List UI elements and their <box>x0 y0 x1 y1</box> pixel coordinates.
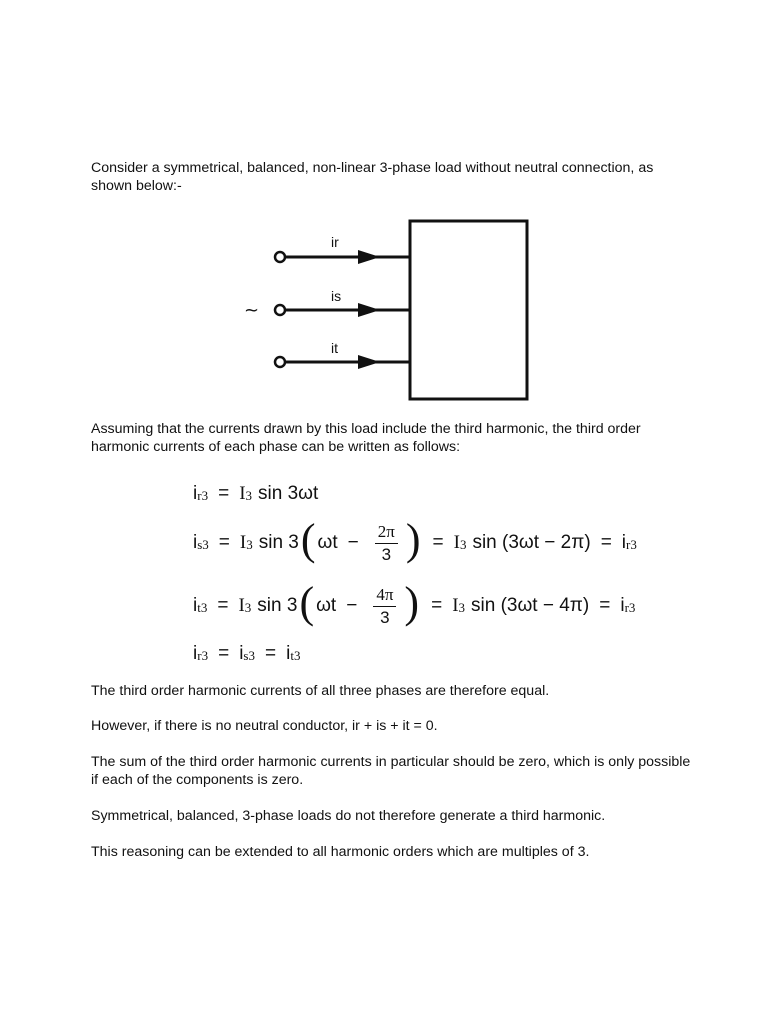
neutral-paragraph: However, if there is no neutral conductor, ir + is + it = 0. <box>91 718 438 734</box>
phase-s-line <box>244 288 410 321</box>
intro-paragraph: Consider a symmetrical, balanced, non-linear 3-phase load without neutral connection, as shown below:- <box>91 160 654 194</box>
equation-ir3: i $_{r3}$ = I $_3$ sin 3ωt <box>193 483 319 504</box>
assumption-paragraph: Assuming that the currents drawn by this load include the third harmonic, the third order harmonic currents of each phase can be written as follows: <box>91 421 641 455</box>
label-is: is <box>331 288 342 304</box>
equal-paragraph: The third order harmonic currents of all three phases are therefore equal. <box>91 683 550 699</box>
terminal-s <box>275 305 285 315</box>
fraction-2pi-over-3: $\frac{2\pi}{3}$ <box>375 523 398 564</box>
phase-t-line <box>275 340 410 369</box>
three-phase-load-diagram <box>230 210 540 410</box>
ac-source-icon: ~ <box>244 300 260 321</box>
arrow-r-icon <box>358 250 380 264</box>
terminal-r <box>275 252 285 262</box>
reasoning-paragraph: This reasoning can be extended to all harmonic orders which are multiples of 3. <box>91 844 590 860</box>
fraction-4pi-over-3: $\frac{4\pi}{3}$ <box>373 586 396 627</box>
terminal-t <box>275 357 285 367</box>
load-box <box>410 221 527 399</box>
phase-r-line <box>275 234 410 264</box>
equation-equality: i $_{r3}$ = i $_{s3}$ = i $_{t3}$ <box>193 643 301 664</box>
label-ir: ir <box>331 234 339 250</box>
symmetrical-paragraph: Symmetrical, balanced, 3-phase loads do not therefore generate a third harmonic. <box>91 808 606 824</box>
label-it: it <box>331 340 338 356</box>
equation-is3: i $_{s3}$ = I $_3$ sin 3 ( ωt − $\frac{2\pi}{3}$ ) = I $_3$ sin (3ωt − 2π) = i $_{r3}$ <box>193 515 637 564</box>
arrow-t-icon <box>358 355 380 369</box>
sum-paragraph: The sum of the third order harmonic currents in particular should be zero, which is only possible if each of the components is zero. <box>91 754 691 788</box>
equation-it3: i $_{t3}$ = I $_3$ sin 3 ( ωt − $\frac{4\pi}{3}$ ) = I $_3$ sin (3ωt − 4π) = i $_{r3}$ <box>193 578 636 627</box>
arrow-s-icon <box>358 303 380 317</box>
